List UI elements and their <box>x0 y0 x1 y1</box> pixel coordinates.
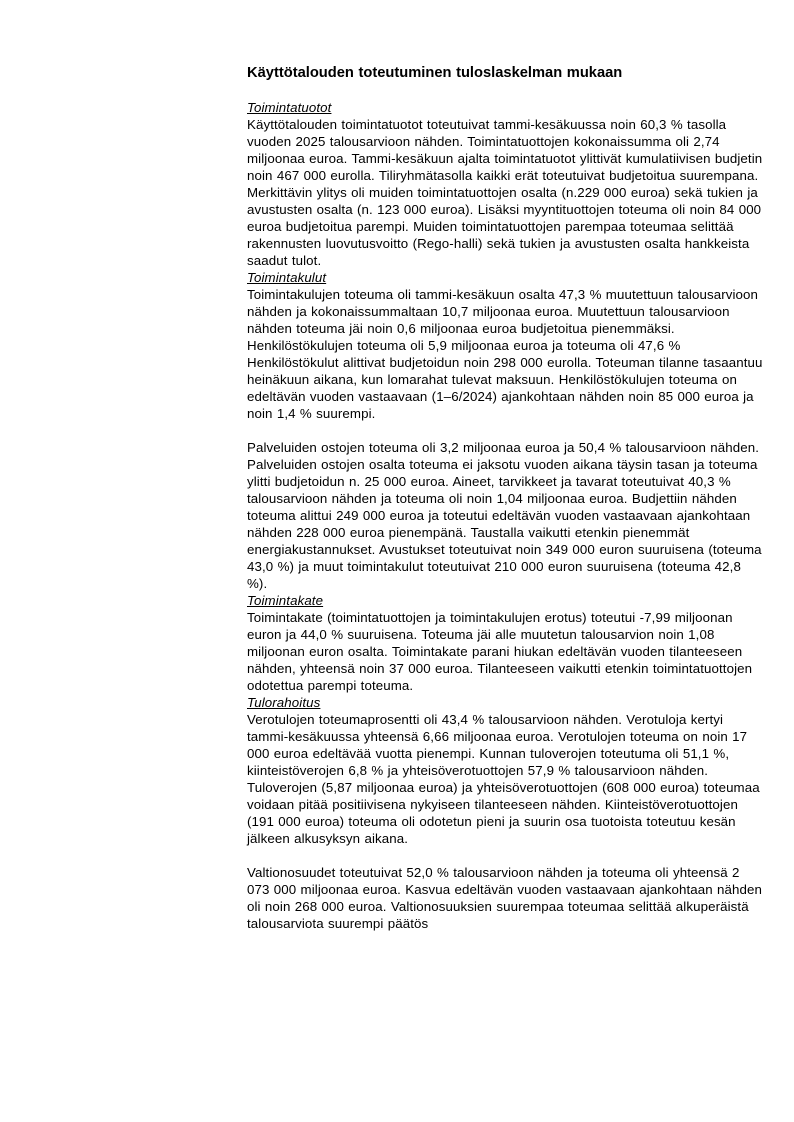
section-heading-toimintakulut: Toimintakulut <box>247 270 327 285</box>
paragraph-toimintakate-1: Toimintakate (toimintatuottojen ja toimintakulujen erotus) toteutui -7,99 miljoonan euron ja 44,0 % suuruisena. Toteuma jäi alle muutetun talousarvion noin 1,08 miljoonan euron osalta. Toimintakate parani hiukan edeltävän vuoden tilanteeseen nähden, yhteensä noin 37 000 euroa. Tilanteeseen vaikutti etenkin toimintatuottojen odotettua parempi toteuma. <box>247 610 753 693</box>
paragraph-tulorahoitus-2: Valtionosuudet toteutuivat 52,0 % talousarvioon nähden ja toteuma oli yhteensä 2 073 000 miljoonaa euroa. Kasvua edeltävän vuoden vastaavaan ajankohtaan nähden oli noin 268 000 euroa. Valtionosuuksien suurempaa toteumaa selittää alkuperäistä talousarviota suurempi päätös <box>247 865 763 931</box>
section-toimintakate <box>247 592 764 694</box>
document-content <box>247 64 764 932</box>
document-title: Käyttötalouden toteutuminen tuloslaskelman mukaan <box>247 65 623 81</box>
section-heading-tulorahoitus: Tulorahoitus <box>247 695 321 710</box>
paragraph-toimintakulut-2: Palveluiden ostojen toteuma oli 3,2 miljoonaa euroa ja 50,4 % talousarvioon nähden. Palveluiden ostojen osalta toteuma ei jaksotu vuoden aikana täysin tasan ja toteuma ylitti budjetoidun n. 25 000 euroa. Aineet, tarvikkeet ja tavarat toteutuivat 40,3 % talousarvioon nähden ja toteuma oli noin 1,04 miljoonaa euroa. Budjettiin nähden toteuma alittui 249 000 euroa ja toteutui edeltävän vuoden vastaavaan ajankohtaan nähden 228 000 euroa pienempänä. Taustalla vaikutti etenkin pienemmät energiakustannukset. Avustukset toteutuivat noin 349 000 euron suuruisena (toteuma 43,0 %) ja muut toimintakulut toteutuivat 210 000 euron suuruisena (toteuma 42,8 %). <box>247 440 762 591</box>
paragraph-toimintatuotot-1: Käyttötalouden toimintatuotot toteutuivat tammi-kesäkuussa noin 60,3 % tasolla vuoden 2025 talousarvioon nähden. Toimintatuottojen kokonaissumma oli 2,74 miljoonaa euroa. Tammi-kesäkuun ajalta toimintatuotot ylittivät kumulatiivisen budjetin noin 467 000 eurolla. Tiliryhmätasolla kaikki erät toteutuivat budjetoitua suurempana. Merkittävin ylitys oli muiden toimintatuottojen osalta (n.229 000 euroa) sekä tukien ja avustusten osalta (n. 123 000 euroa). Lisäksi myyntituottojen toteuma oli noin 84 000 euroa budjetoitua parempi. Muiden toimintatuottojen parempaa toteumaa selittää rakennusten luovutusvoitto (Rego-halli) sekä tukien ja avustusten osalta hankkeista saadut tulot. <box>247 117 763 268</box>
section-heading-toimintatuotot: Toimintatuotot <box>247 100 332 115</box>
paragraph-tulorahoitus-1: Verotulojen toteumaprosentti oli 43,4 % talousarvioon nähden. Verotuloja kertyi tammi-kesäkuussa yhteensä 6,66 miljoonaa euroa. Verotulojen toteuma on noin 17 000 euroa edeltävää vuotta pienempi. Kunnan tuloverojen toteutuma oli 51,1 %, kiinteistöverojen 6,8 % ja yhteisöverotuottojen 57,9 % talousarvioon nähden. Tuloverojen (5,87 miljoonaa euroa) ja yhteisöverotuottojen (608 000 euroa) toteumaa voidaan pitää positiivisena nykyiseen tilanteeseen nähden. Kiinteistöverotuottojen (191 000 euroa) toteuma oli odotetun pieni ja suurin osa tuotoista toteutuu kesän jälkeen alkusyksyn aikana. <box>247 712 760 846</box>
section-heading-toimintakate: Toimintakate <box>247 593 324 608</box>
section-toimintakulut <box>247 269 764 592</box>
section-tulorahoitus <box>247 694 764 932</box>
paragraph-toimintakulut-1: Toimintakulujen toteuma oli tammi-kesäkuun osalta 47,3 % muutettuun talousarvioon nähden ja kokonaissummaltaan 10,7 miljoonaa euroa. Muutettuun talousarvioon nähden toteuma jäi noin 0,6 miljoonaa euroa budjetoitua pienemmäksi. Henkilöstökulujen toteuma oli 5,9 miljoonaa euroa ja toteuma oli 47,6 % Henkilöstökulut alittivat budjetoidun noin 298 000 eurolla. Toteuman tilanne tasaantuu heinäkuun aikana, kun lomarahat tulevat maksuun. Henkilöstökulujen toteuma on edeltävän vuoden vastaavaan (1–6/2024) ajankohtaan nähden noin 85 000 euroa ja noin 1,4 % suurempi. <box>247 287 763 421</box>
section-toimintatuotot <box>247 99 764 269</box>
